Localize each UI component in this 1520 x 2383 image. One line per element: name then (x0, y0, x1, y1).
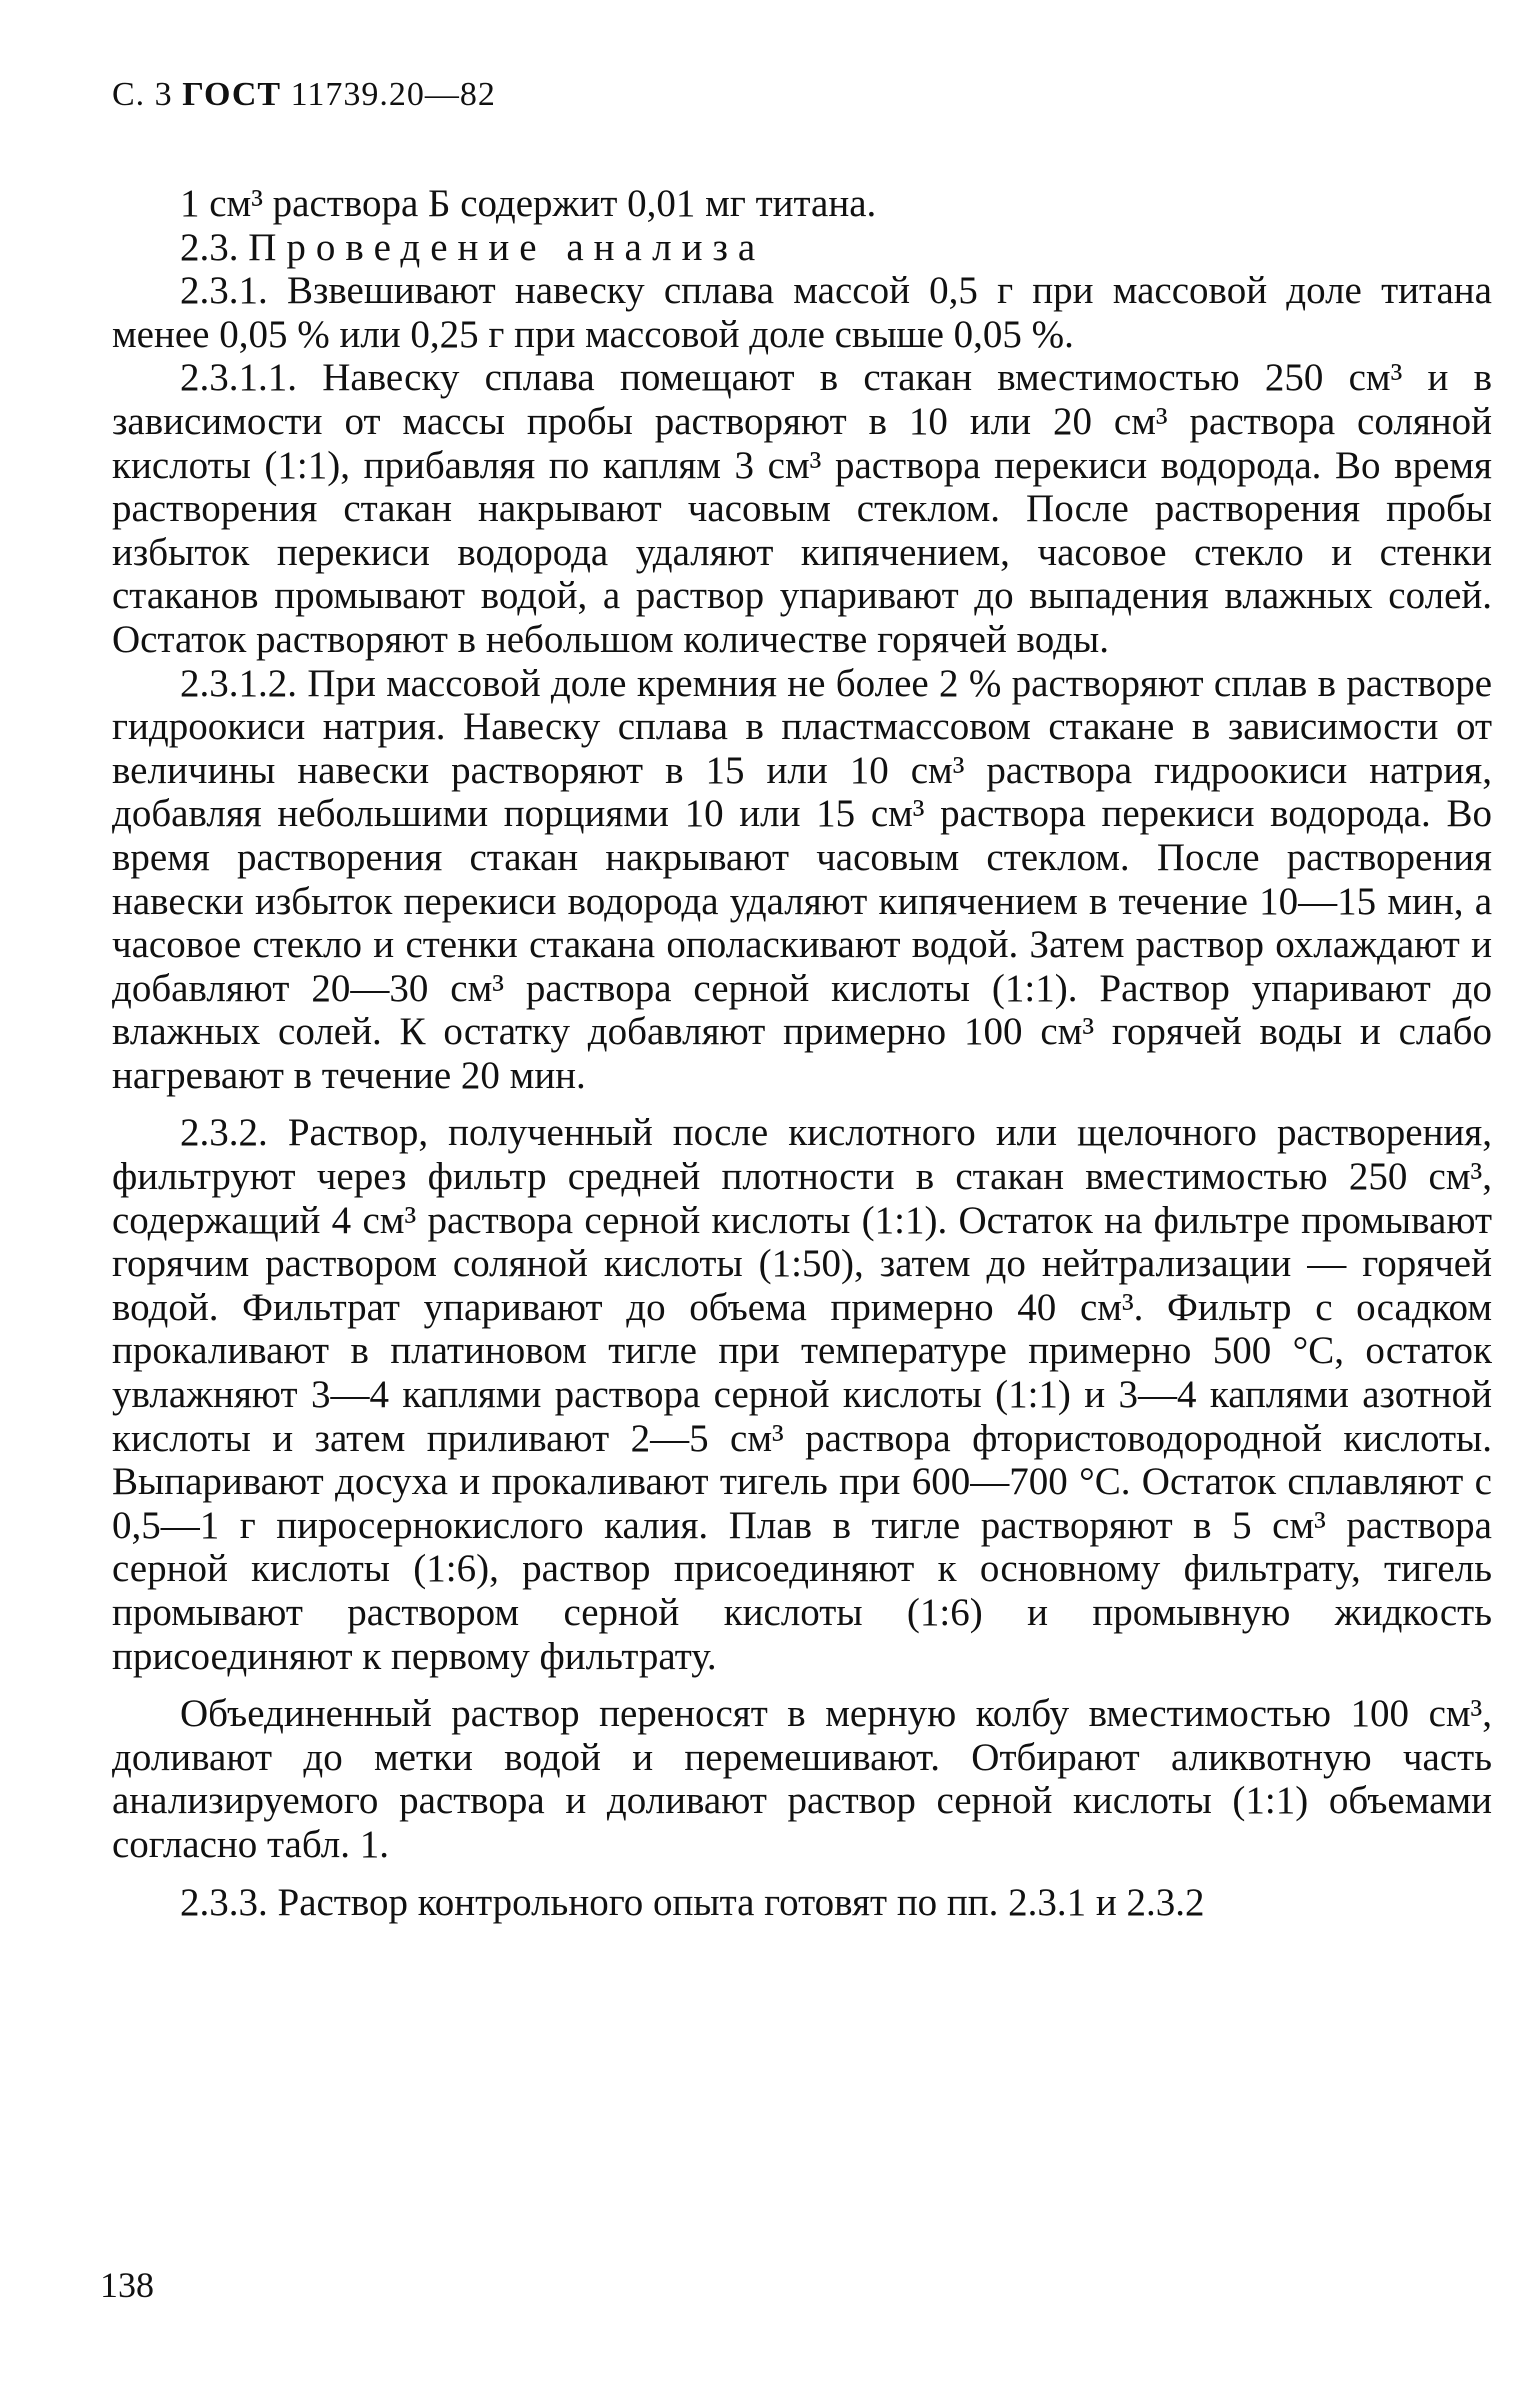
section-number: 2.3. (180, 225, 239, 269)
body-text (112, 182, 1492, 1924)
paragraph-2-3-3: 2.3.3. Раствор контрольного опыта готовят по пп. 2.3.1 и 2.3.2 (180, 1880, 1205, 1924)
page-number: 138 (100, 2265, 154, 2305)
standard-label: ГОСТ (182, 76, 282, 113)
paragraph-2-3-2: 2.3.2. Раствор, полученный после кислотного или щелочного растворения, фильтруют через фильтр средней плотности в стакан вместимостью 250 см³, содержащий 4 см³ раствора серной кислоты (1:1). Остаток на фильтре промывают горячим раствором соляной кислоты (1:50), затем до нейтрализации — горячей водой. Фильтрат упаривают до объема примерно 40 см³. Фильтр с осадком прокаливают в платиновом тигле при температуре примерно 500 °C, остаток увлажняют 3—4 каплями раствора серной кислоты (1:1) и 3—4 каплями азотной кислоты и затем приливают 2—5 см³ раствора фтористоводородной кислоты. Выпаривают досуха и прокаливают тигель при 600—700 °C. Остаток сплавляют с 0,5—1 г пиросернокислого калия. Плав в тигле растворяют в 5 см³ раствора серной кислоты (1:6), раствор присоединяют к основному фильтрату, тигель промывают раствором серной кислоты (1:6) и промывную жидкость присоединяют к первому фильтрату. (112, 1111, 1492, 1678)
paragraph-2-3-1-1: 2.3.1.1. Навеску сплава помещают в стакан вместимостью 250 см³ и в зависимости от массы пробы растворяют в 10 или 20 см³ раствора соляной кислоты (1:1), прибавляя по каплям 3 см³ раствора перекиси водорода. Во время растворения стакан накрывают часовым стеклом. После растворения пробы избыток перекиси водорода удаляют кипячением, часовое стекло и стенки стаканов промывают водой, а раствор упаривают до выпадения влажных солей. Остаток растворяют в небольшом количестве горячей воды. (112, 356, 1492, 661)
paragraph-2-3-1-2: 2.3.1.2. При массовой доле кремния не более 2 % растворяют сплав в растворе гидроокиси натрия. Навеску сплава в пластмассовом стакане в зависимости от величины навески растворяют в 15 или 10 см³ раствора гидроокиси натрия, добавляя небольшими порциями 10 или 15 см³ раствора перекиси водорода. Во время растворения стакан накрывают часовым стеклом. После растворения навески избыток перекиси водорода удаляют кипячением в течение 10—15 мин, а часовое стекло и стенки стакана ополаскивают водой. Затем раствор охлаждают и добавляют 20—30 см³ раствора серной кислоты (1:1). Раствор упаривают до влажных солей. К остатку добавляют примерно 100 см³ горячей воды и слабо нагревают в течение 20 мин. (112, 661, 1492, 1097)
paragraph-2-3-1: 2.3.1. Взвешивают навеску сплава массой 0,5 г при массовой доле титана менее 0,05 % или 0,25 г при массовой доле свыше 0,05 %. (112, 269, 1492, 356)
standard-number: 11739.20—82 (290, 76, 496, 113)
document-page (112, 72, 1492, 1924)
page-label: С. 3 (112, 76, 173, 113)
running-head (112, 72, 1492, 132)
section-heading-2-3 (112, 226, 1492, 270)
paragraph-combined-solution: Объединенный раствор переносят в мерную колбу вместимостью 100 см³, доливают до метки водой и перемешивают. Отбирают аликвотную часть анализируемого раствора и доливают раствор серной кислоты (1:1) объемами согласно табл. 1. (112, 1692, 1492, 1866)
section-title: Проведение анализа (248, 225, 766, 269)
paragraph-solution-b: 1 см³ раствора Б содержит 0,01 мг титана. (180, 182, 877, 225)
